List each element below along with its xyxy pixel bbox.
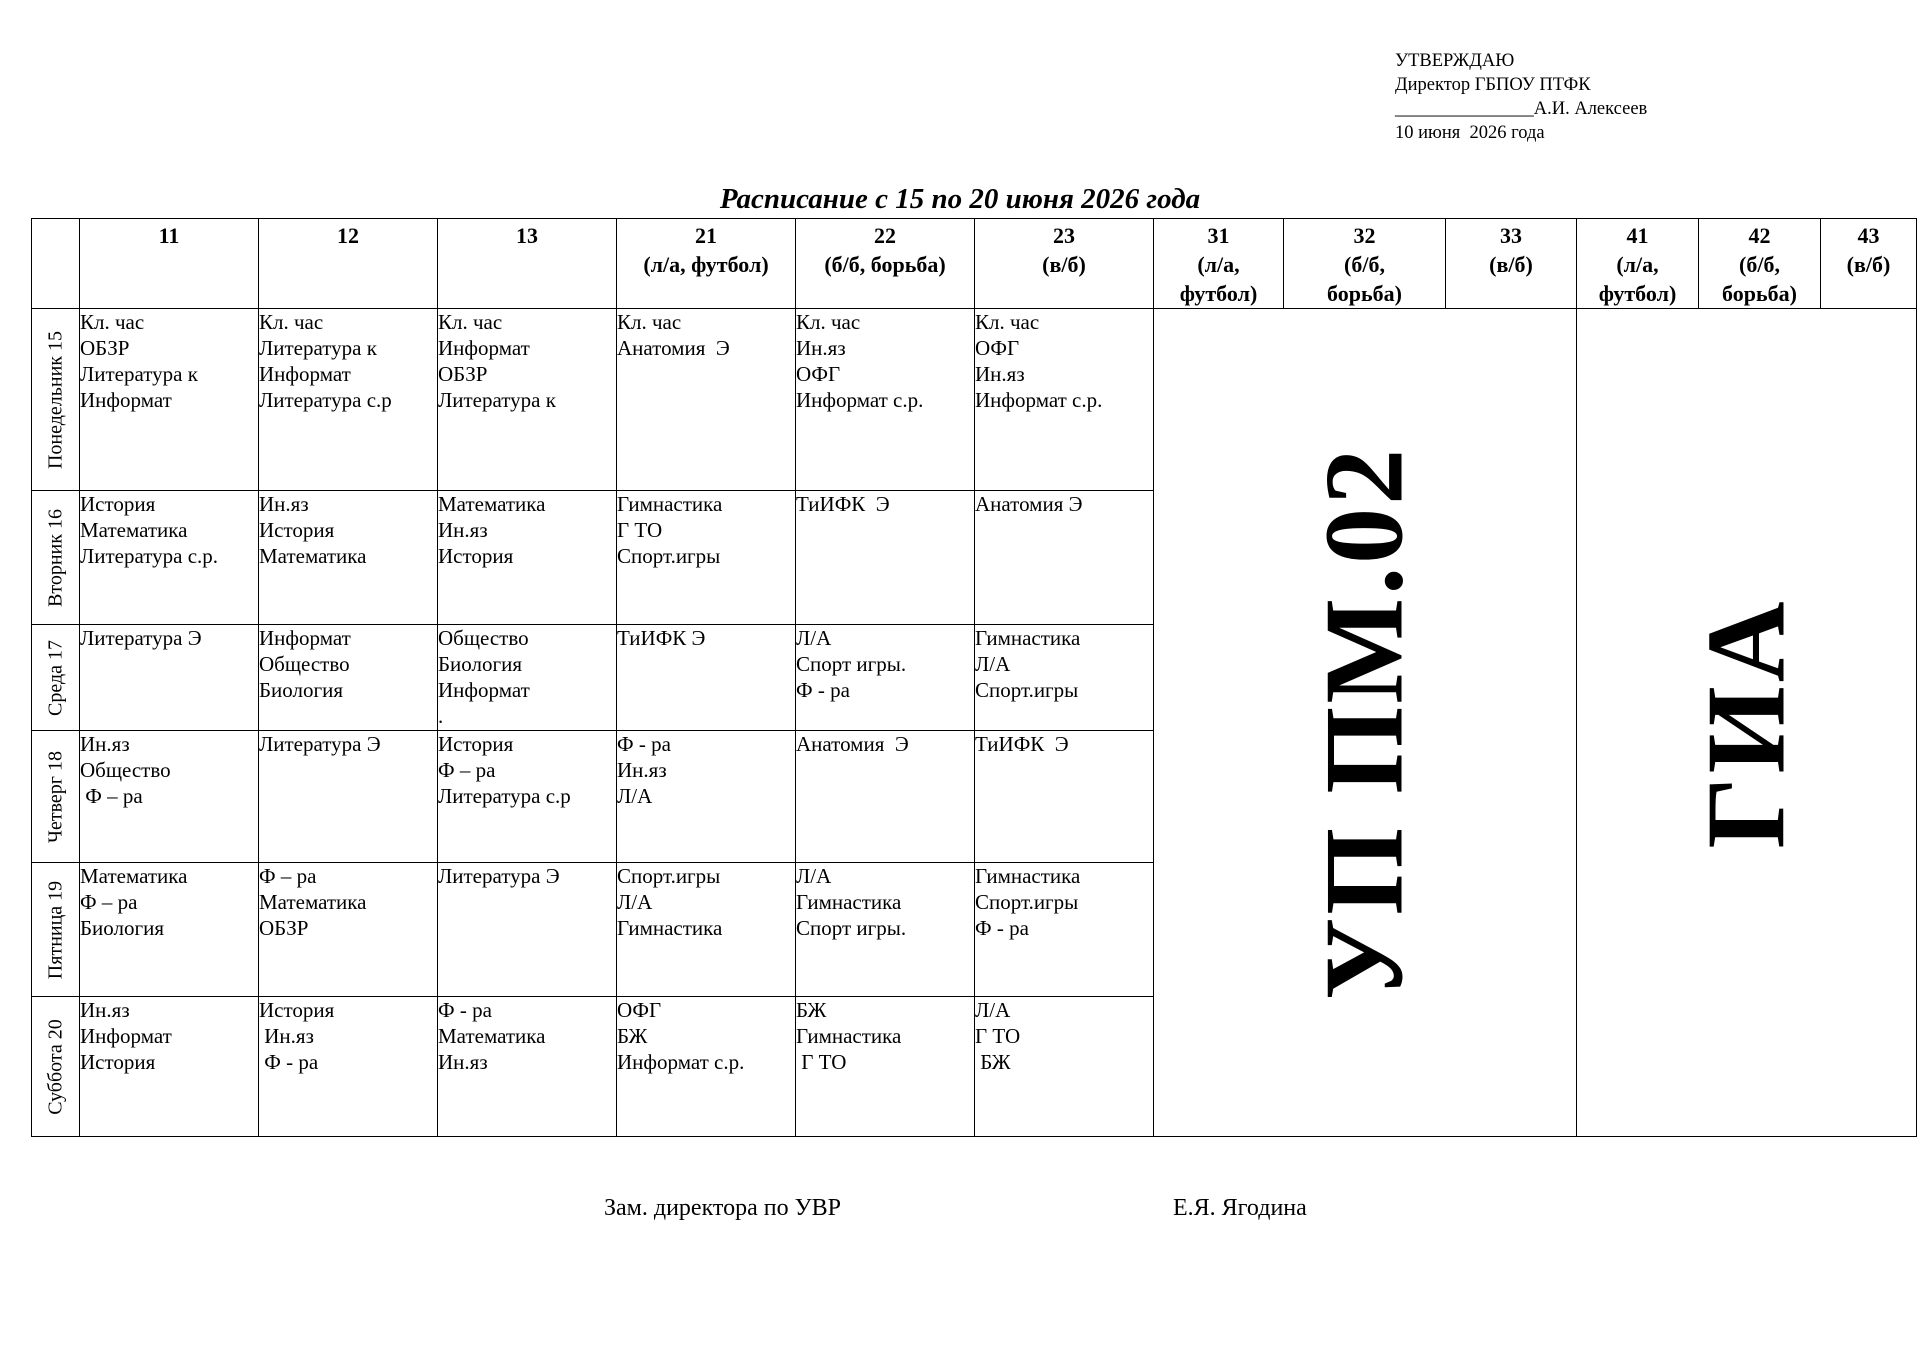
- group-header-31: [1154, 219, 1284, 309]
- group-header-11: [80, 219, 259, 309]
- lesson: Биология: [80, 916, 165, 940]
- lesson: Ин.яз: [438, 1050, 488, 1074]
- schedule-cell: [438, 863, 617, 997]
- group3-practice-cell: [1154, 309, 1577, 1137]
- group-header-22: [796, 219, 975, 309]
- schedule-cell: [975, 309, 1154, 491]
- schedule-cell: [796, 863, 975, 997]
- group-header-line: 13: [516, 223, 538, 248]
- schedule-table: [31, 218, 1917, 1137]
- day-label: Понедельник 15: [44, 330, 66, 469]
- lesson: История: [80, 1050, 156, 1074]
- lesson: Анатомия Э: [975, 492, 1083, 516]
- lesson: Ин.яз: [796, 336, 846, 360]
- group-header-line: (б/б,: [1344, 252, 1385, 277]
- approval-signature-line: _______________А.И. Алексеев: [1395, 99, 1648, 119]
- lesson: ТиИФК Э: [617, 626, 706, 650]
- group-header-line: 43: [1857, 223, 1880, 248]
- group-header-line: 11: [158, 223, 180, 248]
- lesson: Гимнастика: [975, 626, 1081, 650]
- lesson: Информат: [259, 626, 351, 650]
- lesson: Информат: [80, 388, 172, 412]
- group-header-43: [1821, 219, 1917, 309]
- group-header-line: борьба): [1327, 281, 1402, 306]
- lesson: Ф - ра: [796, 678, 850, 702]
- schedule-cell: [796, 731, 975, 863]
- lesson: Общество: [80, 758, 171, 782]
- day-label: Суббота 20: [44, 1018, 66, 1115]
- lesson: Литература к: [438, 388, 556, 412]
- schedule-cell: [438, 309, 617, 491]
- schedule-cell: [259, 491, 438, 625]
- lesson: Кл. час: [259, 310, 324, 334]
- lesson: Л/А: [975, 998, 1011, 1022]
- lesson: Ф - ра: [975, 916, 1029, 940]
- lesson: ОБЗР: [438, 362, 488, 386]
- group4-gia-label: ГИА: [1684, 596, 1808, 849]
- page-title: Расписание с 15 по 20 июня 2026 года: [719, 183, 1201, 215]
- lesson: Ф - ра: [617, 732, 671, 756]
- lesson: БЖ: [796, 998, 827, 1022]
- lesson: .: [438, 704, 444, 728]
- lesson: Ин.яз: [259, 1024, 314, 1048]
- group-header-line: 12: [337, 223, 359, 248]
- lesson: Ф – ра: [80, 890, 138, 914]
- lesson: Л/А: [617, 890, 653, 914]
- lesson: ОБЗР: [80, 336, 130, 360]
- lesson: Гимнастика: [617, 492, 723, 516]
- group-header-12: [259, 219, 438, 309]
- lesson: История: [80, 492, 156, 516]
- schedule-cell: [617, 491, 796, 625]
- lesson: Спорт.игры: [617, 544, 721, 568]
- group-header-line: футбол): [1598, 281, 1677, 306]
- lesson: ОФГ: [617, 998, 662, 1022]
- lesson: Информат с.р.: [796, 388, 924, 412]
- group3-practice-label: УП ПМ.02: [1302, 445, 1427, 1000]
- group-header-line: (б/б,: [1739, 252, 1780, 277]
- schedule-cell: [796, 997, 975, 1137]
- lesson: Математика: [80, 518, 188, 542]
- day-label-cell: [32, 997, 80, 1137]
- schedule-cell: [975, 491, 1154, 625]
- schedule-cell: [438, 491, 617, 625]
- group-header-13: [438, 219, 617, 309]
- header-row: [32, 219, 1917, 309]
- corner-cell: [32, 219, 80, 309]
- lesson: Г ТО: [975, 1024, 1021, 1048]
- lesson: Математика: [80, 864, 188, 888]
- lesson: Информат: [80, 1024, 172, 1048]
- lesson: Ф - ра: [259, 1050, 319, 1074]
- lesson: Ин.яз: [259, 492, 309, 516]
- lesson: Литература с.р: [259, 388, 392, 412]
- group-header-line: 22: [874, 223, 896, 248]
- schedule-cell: [796, 491, 975, 625]
- lesson: Л/А: [796, 864, 832, 888]
- lesson: ОФГ: [796, 362, 841, 386]
- lesson: Ин.яз: [80, 732, 130, 756]
- group-header-line: (в/б): [1042, 252, 1086, 277]
- day-label-cell: [32, 625, 80, 731]
- lesson: Анатомия Э: [796, 732, 909, 756]
- lesson: Гимнастика: [975, 864, 1081, 888]
- schedule-cell: [80, 491, 259, 625]
- approval-title: УТВЕРЖДАЮ: [1395, 51, 1515, 71]
- lesson: ОБЗР: [259, 916, 309, 940]
- group-header-line: 31: [1207, 223, 1230, 248]
- lesson: История: [259, 518, 335, 542]
- lesson: Информат: [259, 362, 351, 386]
- day-label: Среда 17: [44, 639, 66, 716]
- lesson: Л/А: [617, 784, 653, 808]
- schedule-cell: [259, 731, 438, 863]
- group-header-line: (л/а, футбол): [643, 252, 769, 277]
- lesson: Литература к: [259, 336, 377, 360]
- lesson: Ф – ра: [80, 784, 143, 808]
- lesson: Л/А: [796, 626, 832, 650]
- signature-role: Зам. директора по УВР: [604, 1195, 841, 1221]
- lesson: История: [438, 732, 514, 756]
- day-label: Вторник 16: [44, 508, 66, 607]
- lesson: Ин.яз: [80, 998, 130, 1022]
- schedule-cell: [796, 309, 975, 491]
- schedule-cell: [80, 309, 259, 491]
- group-header-line: 41: [1626, 223, 1649, 248]
- group-header-33: [1446, 219, 1577, 309]
- lesson: Кл. час: [796, 310, 861, 334]
- schedule-cell: [975, 863, 1154, 997]
- signature-name: Е.Я. Ягодина: [1173, 1195, 1307, 1221]
- lesson: Ин.яз: [617, 758, 667, 782]
- lesson: История: [438, 544, 514, 568]
- approval-position: Директор ГБПОУ ПТФК: [1395, 75, 1591, 95]
- lesson: Биология: [438, 652, 523, 676]
- schedule-cell: [80, 997, 259, 1137]
- day-row: [32, 309, 1917, 491]
- lesson: Анатомия Э: [617, 336, 730, 360]
- lesson: Кл. час: [80, 310, 145, 334]
- lesson: Литература Э: [438, 864, 560, 888]
- lesson: Спорт.игры: [617, 864, 721, 888]
- lesson: Ф – ра: [438, 758, 496, 782]
- lesson: Ин.яз: [975, 362, 1025, 386]
- lesson: Математика: [259, 544, 367, 568]
- lesson: Биология: [259, 678, 344, 702]
- lesson: Информат с.р.: [975, 388, 1103, 412]
- day-label-cell: [32, 863, 80, 997]
- lesson: Гимнастика: [796, 890, 902, 914]
- group-header-line: (в/б): [1489, 252, 1533, 277]
- group-header-23: [975, 219, 1154, 309]
- group-header-41: [1577, 219, 1699, 309]
- schedule-cell: [80, 863, 259, 997]
- schedule-cell: [617, 731, 796, 863]
- lesson: Спорт игры.: [796, 916, 907, 940]
- lesson: Литература к: [80, 362, 198, 386]
- lesson: Гимнастика: [796, 1024, 902, 1048]
- schedule-cell: [259, 863, 438, 997]
- lesson: Г ТО: [796, 1050, 847, 1074]
- lesson: Кл. час: [617, 310, 682, 334]
- lesson: ТиИФК Э: [796, 492, 890, 516]
- schedule-cell: [975, 625, 1154, 731]
- day-label-cell: [32, 309, 80, 491]
- lesson: Информат с.р.: [617, 1050, 745, 1074]
- day-label: Пятница 19: [44, 880, 66, 979]
- group-header-line: (л/а,: [1616, 252, 1659, 277]
- group-header-32: [1284, 219, 1446, 309]
- group-header-line: борьба): [1722, 281, 1797, 306]
- group-header-line: (л/а,: [1197, 252, 1240, 277]
- lesson: Ф - ра: [438, 998, 492, 1022]
- schedule-cell: [617, 863, 796, 997]
- lesson: Информат: [438, 678, 530, 702]
- lesson: Л/А: [975, 652, 1011, 676]
- lesson: Литература Э: [80, 626, 202, 650]
- schedule-cell: [975, 997, 1154, 1137]
- lesson: Общество: [259, 652, 350, 676]
- schedule-cell: [80, 731, 259, 863]
- schedule-cell: [438, 997, 617, 1137]
- lesson: Литература Э: [259, 732, 381, 756]
- schedule-cell: [438, 625, 617, 731]
- schedule-cell: [80, 625, 259, 731]
- lesson: Спорт игры.: [796, 652, 907, 676]
- schedule-cell: [617, 997, 796, 1137]
- group-header-line: 23: [1053, 223, 1075, 248]
- group-header-42: [1699, 219, 1821, 309]
- group-header-line: 33: [1500, 223, 1522, 248]
- group-header-line: 32: [1353, 223, 1376, 248]
- lesson: Спорт.игры: [975, 890, 1079, 914]
- lesson: Литература с.р: [438, 784, 571, 808]
- lesson: Общество: [438, 626, 529, 650]
- schedule-cell: [259, 309, 438, 491]
- lesson: Г ТО: [617, 518, 663, 542]
- group-header-line: футбол): [1179, 281, 1258, 306]
- schedule-cell: [796, 625, 975, 731]
- schedule-cell: [259, 625, 438, 731]
- group-header-line: 42: [1748, 223, 1771, 248]
- lesson: Литература с.р.: [80, 544, 219, 568]
- lesson: ОФГ: [975, 336, 1020, 360]
- lesson: Кл. час: [438, 310, 503, 334]
- group-header-line: 21: [695, 223, 717, 248]
- lesson: Математика: [259, 890, 367, 914]
- day-label: Четверг 18: [44, 750, 66, 843]
- approval-date: 10 июня 2026 года: [1395, 123, 1545, 143]
- lesson: Ин.яз: [438, 518, 488, 542]
- group-header-21: [617, 219, 796, 309]
- approval-block: [1395, 49, 1647, 145]
- lesson: БЖ: [617, 1024, 648, 1048]
- day-label-cell: [32, 731, 80, 863]
- schedule-cell: [438, 731, 617, 863]
- group-header-line: (в/б): [1846, 252, 1891, 277]
- lesson: Математика: [438, 1024, 546, 1048]
- lesson: История: [259, 998, 335, 1022]
- group4-gia-cell: [1577, 309, 1917, 1137]
- schedule-cell: [259, 997, 438, 1137]
- schedule-cell: [617, 309, 796, 491]
- lesson: Спорт.игры: [975, 678, 1079, 702]
- schedule-cell: [617, 625, 796, 731]
- lesson: Гимнастика: [617, 916, 723, 940]
- lesson: Кл. час: [975, 310, 1040, 334]
- lesson: Ф – ра: [259, 864, 317, 888]
- lesson: ТиИФК Э: [975, 732, 1069, 756]
- group-header-line: (б/б, борьба): [824, 252, 946, 277]
- lesson: Математика: [438, 492, 546, 516]
- schedule-cell: [975, 731, 1154, 863]
- lesson: Информат: [438, 336, 530, 360]
- lesson: БЖ: [975, 1050, 1011, 1074]
- day-label-cell: [32, 491, 80, 625]
